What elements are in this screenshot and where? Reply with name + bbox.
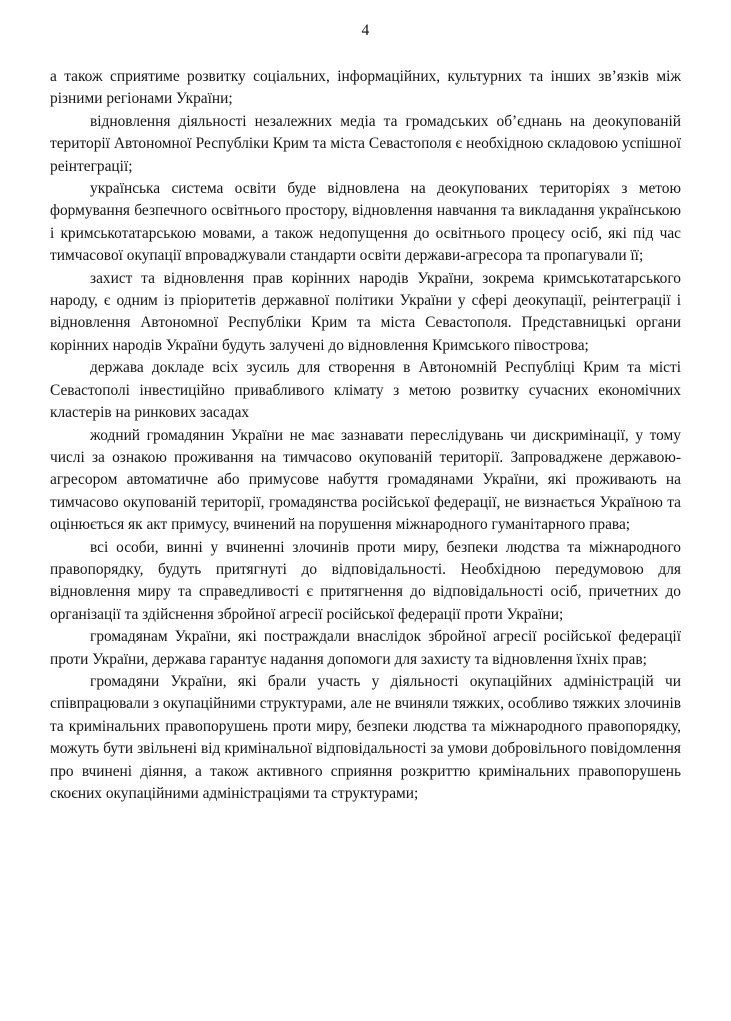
paragraph: громадяни України, які брали участь у діяльності окупаційних адміністрацій чи співпрацювали з окупаційними структурами, але не вчиняли тяжких, особливо тяжких злочинів та кримінальних правопорушень проти миру, безпеки людства та міжнародного правопорядку, можуть бути звільнені від кримінальної відповідальності за умови добровільного повідомлення про вчинені діяння, а також активного сприяння розкриттю кримінальних правопорушень скоєних окупаційними адміністраціями та структурами;: [50, 672, 681, 802]
page-number: 4: [361, 22, 370, 39]
paragraph: жодний громадянин України не має зазнавати переслідувань чи дискримінації, у тому числі за ознакою проживання на тимчасово окупованій території. Запроваджене державою-агресором автоматичне або примусове набуття громадянами України, які проживають на тимчасово окупованій території, громадянства російської федерації, не визнається Україною та оцінюється як акт примусу, вчинений на порушення міжнародного гуманітарного права;: [50, 426, 681, 534]
document-body: [0, 40, 731, 805]
paragraph: а також сприятиме розвитку соціальних, інформаційних, культурних та інших зв’язків між різними регіонами України;: [50, 68, 681, 108]
paragraph: українська система освіти буде відновлена на деокупованих територіях з метою формування безпечного освітнього простору, відновлення навчання та викладання українською і кримськотатарською мовами, а також недопущення до освітнього процесу осіб, які під час тимчасової окупації впроваджували стандарти освіти держави-агресора та пропагували її;: [50, 180, 681, 265]
paragraph: держава докладе всіх зусиль для створення в Автономній Республіці Крим та місті Севастополі інвестиційно привабливого клімату з метою розвитку сучасних економічних кластерів на ринкових засадах: [50, 359, 681, 422]
paragraph: захист та відновлення прав корінних народів України, зокрема кримськотатарського народу, є одним із пріоритетів державної політики України у сфері деокупації, реінтеграції і відновлення Автономної Республіки Крим та міста Севастополя. Представницькі органи корінних народів України будуть залучені до відновлення Кримського півострова;: [50, 269, 681, 354]
paragraph: всі особи, винні у вчиненні злочинів проти миру, безпеки людства та міжнародного правопорядку, будуть притягнуті до відповідальності. Необхідною передумовою для відновлення миру та справедливості є притягнення до відповідальності осіб, причетних до організації та здійснення збройної агресії російської федерації проти України;: [50, 538, 681, 623]
paragraph: громадянам України, які постраждали внаслідок збройної агресії російської федерації проти України, держава гарантує надання допомоги для захисту та відновлення їхніх прав;: [50, 628, 681, 668]
paragraph: відновлення діяльності незалежних медіа та громадських об’єднань на деокупованій території Автономної Республіки Крим та міста Севастополя є необхідною складовою успішної реінтеграції;: [50, 112, 681, 175]
